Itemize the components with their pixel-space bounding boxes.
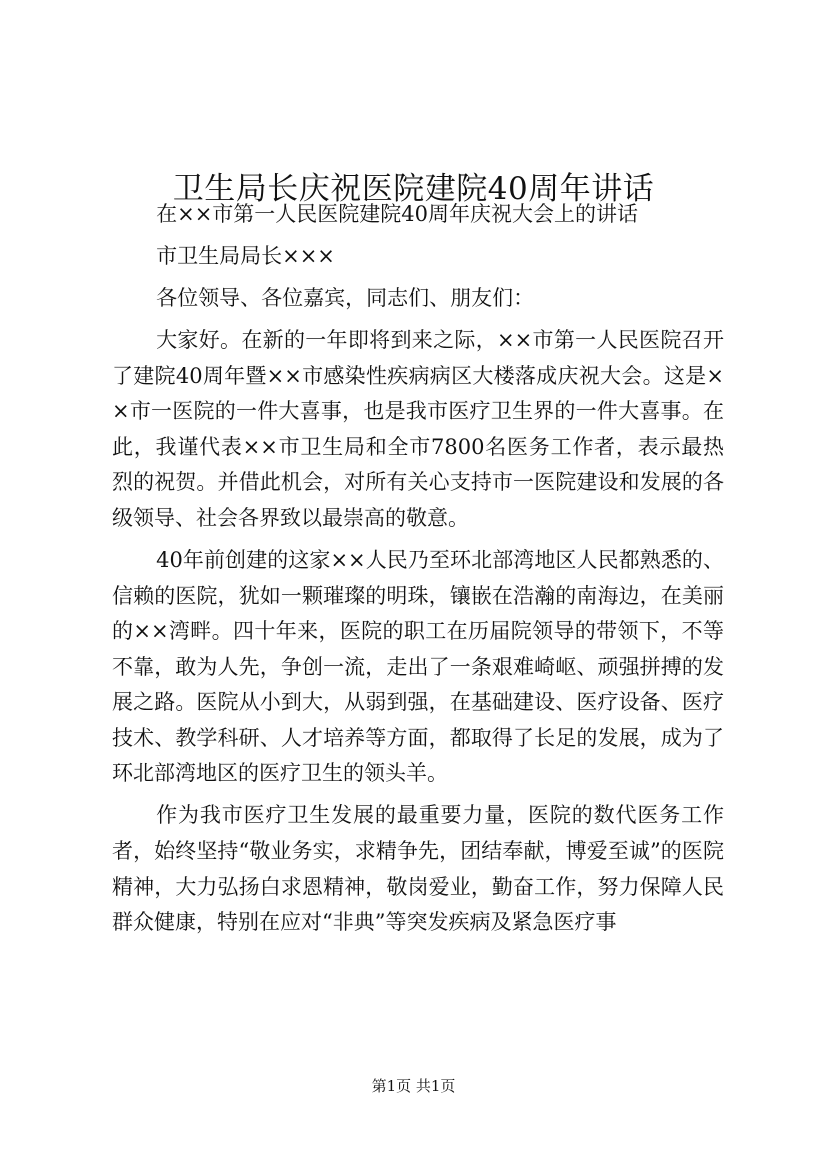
subtitle-line: 在××市第一人民医院建院40周年庆祝大会上的讲话 xyxy=(156,202,639,226)
document-body xyxy=(112,197,724,947)
document-title: 卫生局长庆祝医院建院40周年讲话 xyxy=(172,170,655,207)
page-footer: 第1页 共1页 xyxy=(371,1077,456,1095)
speaker-line: 市卫生局局长××× xyxy=(156,243,335,268)
body-paragraph-1: 大家好。在新的一年即将到来之际，××市第一人民医院召开了建院40周年暨××市感染性疾病病区大楼落成庆祝大会。这是××市一医院的一件大喜事，也是我市医疗卫生界的一件大喜事。在此，我谨代表××市卫生局和全市7800名医务工作者，表示最热烈的祝贺。并借此机会，对所有关心支持市一医院建设和发展的各级领导、社会各界致以最崇高的敬意。 xyxy=(112,327,724,530)
body-paragraph-2: 40年前创建的这家××人民乃至环北部湾地区人民都熟悉的、信赖的医院，犹如一颗璀璨的明珠，镶嵌在浩瀚的南海边，在美丽的××湾畔。四十年来，医院的职工在历届院领导的带领下，不等不靠，敢为人先，争创一流，走出了一条艰难崎岖、顽强拼搏的发展之路。医院从小到大，从弱到强，在基础建设、医疗设备、医疗技术、教学科研、人才培养等方面，都取得了长足的发展，成为了环北部湾地区的医疗卫生的领头羊。 xyxy=(112,547,724,786)
salutation-line: 各位领导、各位嘉宾，同志们、朋友们： xyxy=(156,285,535,310)
body-paragraph-3: 作为我市医疗卫生发展的最重要力量，医院的数代医务工作者，始终坚持“敬业务实，求精争先，团结奉献，博爱至诚”的医院精神，大力弘扬白求恩精神，敬岗爱业，勤奋工作，努力保障人民群众健康，特别在应对“非典”等突发疾病及紧急医疗事 xyxy=(112,803,724,935)
